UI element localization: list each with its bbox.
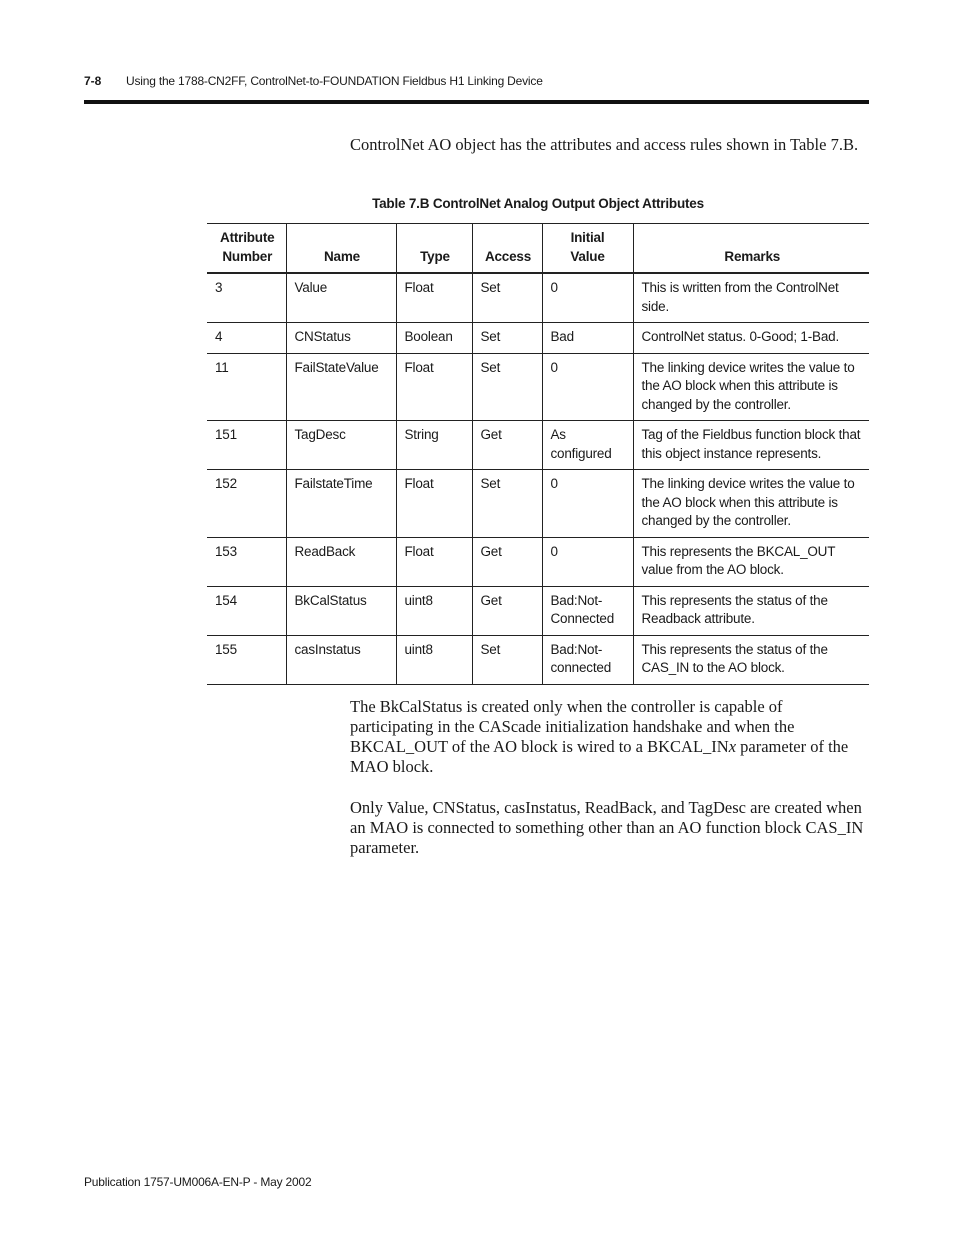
- cell-type: uint8: [396, 586, 472, 635]
- cell-remarks: This represents the status of the CAS_IN to the AO block.: [633, 635, 869, 684]
- cell-type: Float: [396, 353, 472, 421]
- cell-name: FailstateTime: [286, 470, 396, 538]
- table-row: [207, 323, 869, 354]
- cell-remarks: Tag of the Fieldbus function block that this object instance represents.: [633, 421, 869, 470]
- cell-access: Set: [472, 635, 542, 684]
- cell-name: FailStateValue: [286, 353, 396, 421]
- cell-name: BkCalStatus: [286, 586, 396, 635]
- cell-access: Set: [472, 353, 542, 421]
- cell-initial-value: Bad: [542, 323, 633, 354]
- table-row: [207, 273, 869, 323]
- page-header: [84, 72, 869, 104]
- cell-name: TagDesc: [286, 421, 396, 470]
- cell-type: Boolean: [396, 323, 472, 354]
- table-row: [207, 353, 869, 421]
- column-header-access: Access: [472, 224, 542, 274]
- column-header-attribute-number: Attribute Number: [207, 224, 286, 274]
- column-header-name: Name: [286, 224, 396, 274]
- bkcal-paragraph-text-end: parameter of the MAO block.: [350, 737, 849, 776]
- cell-remarks: This represents the status of the Readback attribute.: [633, 586, 869, 635]
- cell-access: Set: [472, 273, 542, 323]
- cell-access: Set: [472, 470, 542, 538]
- attributes-table: [207, 223, 869, 685]
- cell-number: 155: [207, 635, 286, 684]
- cell-initial-value: 0: [542, 273, 633, 323]
- cell-initial-value: Bad:Not-connected: [542, 635, 633, 684]
- cell-access: Get: [472, 537, 542, 586]
- bkcal-status-paragraph: [350, 697, 868, 777]
- cell-access: Get: [472, 421, 542, 470]
- table-row: [207, 635, 869, 684]
- cell-access: Get: [472, 586, 542, 635]
- column-header-initial-value: Initial Value: [542, 224, 633, 274]
- table-caption: Table 7.B ControlNet Analog Output Object Attributes: [372, 196, 704, 211]
- column-header-remarks: Remarks: [633, 224, 869, 274]
- table-row: [207, 421, 869, 470]
- cell-type: uint8: [396, 635, 472, 684]
- column-header-type: Type: [396, 224, 472, 274]
- table-row: [207, 470, 869, 538]
- cell-number: 154: [207, 586, 286, 635]
- bkcal-paragraph-text: The BkCalStatus is created only when the controller is capable of participating in the CAScade initialization handshake and when the BKCAL_OUT of the AO block is wired to a BKCAL_IN: [350, 697, 795, 756]
- page-number: 7-8: [84, 74, 102, 88]
- cell-number: 3: [207, 273, 286, 323]
- cell-remarks: This represents the BKCAL_OUT value from the AO block.: [633, 537, 869, 586]
- table-row: [207, 586, 869, 635]
- cell-name: Value: [286, 273, 396, 323]
- cell-number: 153: [207, 537, 286, 586]
- intro-paragraph: ControlNet AO object has the attributes and access rules shown in Table 7.B.: [350, 135, 859, 154]
- cell-number: 11: [207, 353, 286, 421]
- cell-name: casInstatus: [286, 635, 396, 684]
- cell-remarks: The linking device writes the value to the AO block when this attribute is changed by the controller.: [633, 353, 869, 421]
- cell-remarks: This is written from the ControlNet side.: [633, 273, 869, 323]
- cell-initial-value: 0: [542, 537, 633, 586]
- cell-name: ReadBack: [286, 537, 396, 586]
- cell-access: Set: [472, 323, 542, 354]
- cell-initial-value: As configured: [542, 421, 633, 470]
- cell-initial-value: 0: [542, 470, 633, 538]
- cell-initial-value: Bad:Not-Connected: [542, 586, 633, 635]
- cell-type: Float: [396, 273, 472, 323]
- cell-type: Float: [396, 537, 472, 586]
- table-row: [207, 537, 869, 586]
- cell-type: Float: [396, 470, 472, 538]
- cell-number: 4: [207, 323, 286, 354]
- cell-number: 152: [207, 470, 286, 538]
- only-created-paragraph: Only Value, CNStatus, casInstatus, ReadBack, and TagDesc are created when an MAO is connected to something other than an AO function block CAS_IN parameter.: [350, 798, 864, 857]
- bkcal-paragraph-italic: x: [728, 737, 737, 756]
- table-header-row: [207, 224, 869, 274]
- cell-remarks: The linking device writes the value to the AO block when this attribute is changed by the controller.: [633, 470, 869, 538]
- cell-type: String: [396, 421, 472, 470]
- cell-name: CNStatus: [286, 323, 396, 354]
- running-title: Using the 1788-CN2FF, ControlNet-to-FOUNDATION Fieldbus H1 Linking Device: [126, 74, 543, 88]
- cell-number: 151: [207, 421, 286, 470]
- publication-footer: Publication 1757-UM006A-EN-P - May 2002: [84, 1175, 312, 1189]
- cell-remarks: ControlNet status. 0-Good; 1-Bad.: [633, 323, 869, 354]
- cell-initial-value: 0: [542, 353, 633, 421]
